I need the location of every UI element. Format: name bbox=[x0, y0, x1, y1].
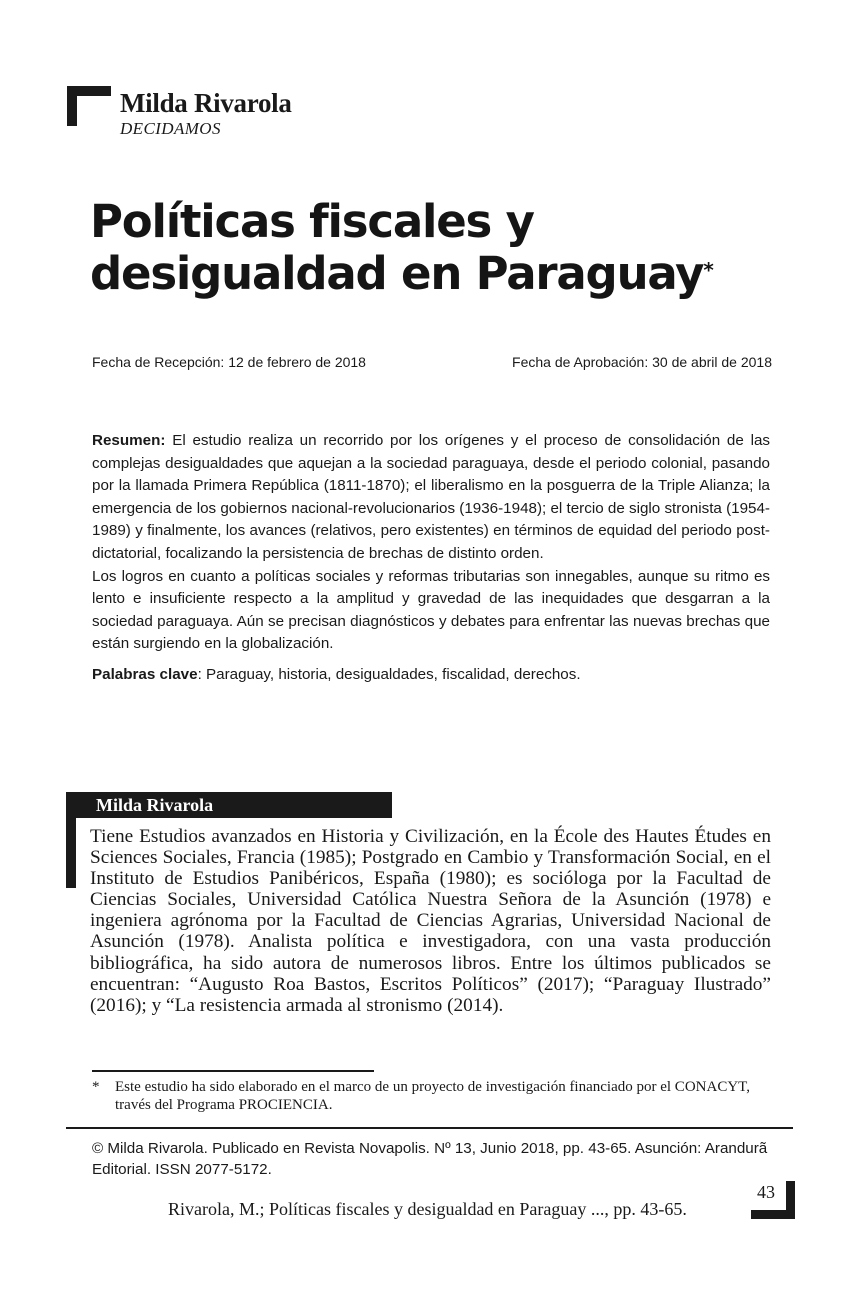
title-line-1: Políticas fiscales y bbox=[90, 195, 534, 248]
keywords-label: Palabras clave bbox=[92, 665, 198, 683]
abstract bbox=[92, 430, 770, 687]
footnote bbox=[92, 1078, 772, 1114]
footnote-text: Este estudio ha sido elaborado en el marco de un proyecto de investigación financiado por el CONACYT, través del Programa PROCIENCIA. bbox=[115, 1079, 750, 1113]
approved-date: Fecha de Aprobación: 30 de abril de 2018 bbox=[512, 354, 772, 370]
header-section: DECIDAMOS bbox=[120, 119, 221, 138]
title-line-2: desigualdad en Paraguay bbox=[90, 247, 704, 300]
received-date: Fecha de Recepción: 12 de febrero de 2018 bbox=[92, 354, 366, 370]
copyright-notice: © Milda Rivarola. Publicado en Revista Novapolis. Nº 13, Junio 2018, pp. 43-65. Asunción: Arandurã Editorial. ISSN 2077-5172. bbox=[92, 1140, 768, 1178]
header-corner-mark bbox=[67, 86, 111, 126]
article-dates bbox=[92, 354, 772, 370]
footnote-mark: * bbox=[92, 1079, 100, 1095]
abstract-label: Resumen: bbox=[92, 432, 166, 449]
article-title bbox=[90, 196, 790, 300]
abstract-paragraph-1 bbox=[92, 430, 770, 566]
page-number: 43 bbox=[757, 1182, 775, 1202]
bio-text: Tiene Estudios avanzados en Historia y Civilización, en la École des Hautes Études en Sciences Sociales, Francia (1985); Postgrado en Cambio y Transformación Social, en el Instituto de Estudios Panibéricos, España (1980); es socióloga por la Facultad de Ciencias Sociales, Universidad Católica Nuestra Señora de la Asunción (1978) e ingeniera agrónoma por la Facultad de Ciencias Agrarias, Universidad Nacional de Asunción (1978). Analista política e investigadora, con una vasta producción bibliográfica, ha sido autora de numerosos libros. Entre los últimos publicados se encuentran: “Augusto Roa Bastos, Escritos Políticos” (2017); “Paraguay Ilustrado” (2016); y “La resistencia armada al stronismo (2014). bbox=[90, 826, 771, 1016]
footnote-rule bbox=[92, 1070, 374, 1072]
copyright-rule bbox=[66, 1127, 793, 1129]
keywords bbox=[92, 664, 770, 687]
bio-name: Milda Rivarola bbox=[66, 792, 392, 818]
title-footnote-mark: * bbox=[703, 258, 713, 282]
header-author: Milda Rivarola bbox=[120, 88, 292, 118]
abstract-text-1: El estudio realiza un recorrido por los orígenes y el proceso de consolidación de las complejas desigualdades que aquejan a la sociedad paraguaya, desde el periodo colonial, pasando por la llamada Primera República (1811-1870); el liberalismo en la posguerra de la Triple Alianza; la emergencia de los gobiernos nacional-revolucionarios (1936-1948); el tercio de siglo stronista (1954-1989) y finalmente, los avances (relativos, pero existentes) en términos de equidad del periodo post-dictatorial, focalizando la persistencia de brechas de distinto orden. bbox=[92, 432, 770, 562]
running-footer: Rivarola, M.; Políticas fiscales y desigualdad en Paraguay ..., pp. 43-65. bbox=[168, 1199, 687, 1219]
bio-side-bar bbox=[66, 818, 76, 888]
abstract-paragraph-2: Los logros en cuanto a políticas sociales y reformas tributarias son innegables, aunque su ritmo es lento e insuficiente respecto a la amplitud y gravedad de las inequidades que desgarran a la sociedad paraguaya. Aún se precisan diagnósticos y debates para enfrentar las nuevas brechas que están surgiendo en la globalización. bbox=[92, 567, 770, 653]
keywords-list: : Paraguay, historia, desigualdades, fiscalidad, derechos. bbox=[197, 665, 581, 683]
